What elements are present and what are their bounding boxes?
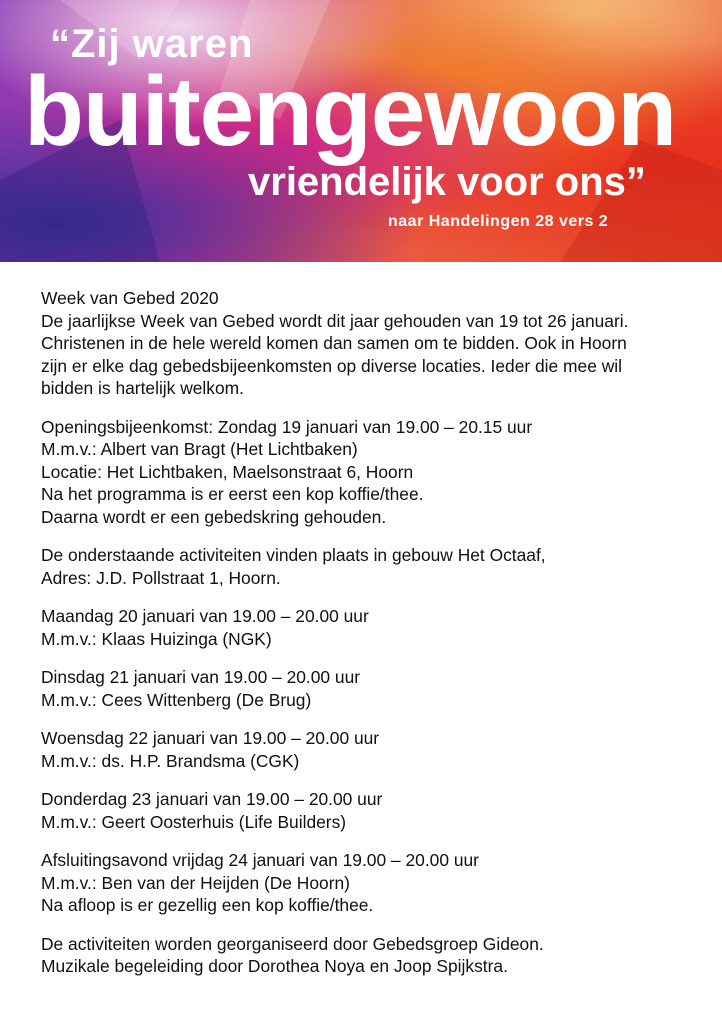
day-title: Maandag 20 januari van 19.00 – 20.00 uur bbox=[41, 606, 369, 626]
banner-quote-line3: vriendelijk voor ons” bbox=[248, 160, 646, 204]
banner-bible-reference: naar Handelingen 28 vers 2 bbox=[388, 213, 609, 230]
footer-line: Muzikale begeleiding door Dorothea Noya en Joop Spijkstra. bbox=[41, 956, 508, 976]
day-section-thursday bbox=[41, 788, 701, 833]
intro-line: Christenen in de hele wereld komen dan samen om te bidden. Ook in Hoorn bbox=[41, 333, 627, 353]
opening-line: Daarna wordt er een gebedskring gehouden. bbox=[41, 506, 387, 527]
closing-line: Na afloop is er gezellig een kop koffie/thee. bbox=[41, 895, 374, 915]
opening-title: Openingsbijeenkomst: Zondag 19 januari van 19.00 – 20.15 uur bbox=[41, 416, 533, 437]
day-line: M.m.v.: Geert Oosterhuis (Life Builders) bbox=[41, 811, 347, 832]
day-section-tuesday bbox=[41, 666, 701, 711]
intro-line: zijn er elke dag gebedsbijeenkomsten op diverse locaties. Ieder die mee wil bbox=[41, 355, 622, 376]
location-note-line: De onderstaande activiteiten vinden plaats in gebouw Het Octaaf, bbox=[41, 545, 546, 565]
footer-section bbox=[41, 933, 701, 978]
intro-line: bidden is hartelijk welkom. bbox=[41, 378, 244, 398]
location-note-line: Adres: J.D. Pollstraat 1, Hoorn. bbox=[41, 567, 281, 588]
day-title: Dinsdag 21 januari van 19.00 – 20.00 uur bbox=[41, 667, 361, 687]
day-line: M.m.v.: Cees Wittenberg (De Brug) bbox=[41, 689, 312, 710]
closing-section bbox=[41, 849, 701, 917]
location-note-section bbox=[41, 544, 701, 589]
day-line: M.m.v.: ds. H.P. Brandsma (CGK) bbox=[41, 750, 300, 771]
day-title: Donderdag 23 januari van 19.00 – 20.00 uur bbox=[41, 789, 383, 809]
day-section-monday bbox=[41, 605, 701, 650]
opening-section bbox=[41, 416, 701, 529]
intro-section bbox=[41, 287, 701, 400]
opening-line: M.m.v.: Albert van Bragt (Het Lichtbaken) bbox=[41, 439, 358, 459]
closing-line: M.m.v.: Ben van der Heijden (De Hoorn) bbox=[41, 872, 350, 893]
footer-line: De activiteiten worden georganiseerd door Gebedsgroep Gideon. bbox=[41, 933, 544, 954]
intro-title: Week van Gebed 2020 bbox=[41, 288, 219, 308]
intro-line: De jaarlijkse Week van Gebed wordt dit jaar gehouden van 19 tot 26 januari. bbox=[41, 310, 629, 331]
day-line: M.m.v.: Klaas Huizinga (NGK) bbox=[41, 628, 272, 649]
closing-title: Afsluitingsavond vrijdag 24 januari van 19.00 – 20.00 uur bbox=[41, 850, 479, 870]
opening-line: Locatie: Het Lichtbaken, Maelsonstraat 6, Hoorn bbox=[41, 461, 414, 482]
day-title: Woensdag 22 januari van 19.00 – 20.00 uur bbox=[41, 728, 380, 748]
banner-quote-line1: “Zij waren bbox=[50, 22, 254, 66]
header-banner bbox=[0, 0, 722, 262]
opening-line: Na het programma is er eerst een kop koffie/thee. bbox=[41, 484, 424, 504]
banner-quote-line2: buitengewoon bbox=[24, 56, 677, 166]
day-section-wednesday bbox=[41, 727, 701, 772]
main-content bbox=[41, 287, 701, 994]
